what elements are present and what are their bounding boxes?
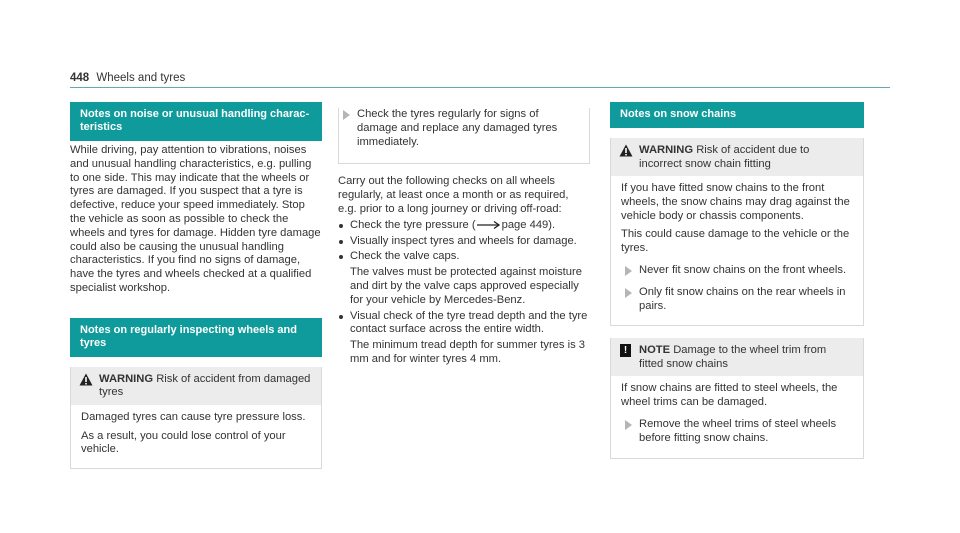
step-text: Never fit snow chains on the front wheels. (639, 263, 847, 276)
note-body (611, 376, 863, 457)
arrow-right-icon (476, 220, 502, 230)
step-arrow-icon (625, 420, 632, 430)
step-item (339, 108, 579, 149)
warning-title: Risk of accident due to incorrect snow chain fitting (639, 144, 810, 170)
step-item (621, 286, 853, 314)
bullet-icon (339, 240, 343, 244)
section-body-noise: While driving, pay attention to vibrations, noises and unusual handling characteristics, e.g. pulling to one side. This may indicate that the wheels or tyres are damaged. If you suspect that a tyre is defective, reduce your speed immediately. Stop the vehicle as soon as possible to check the wheels and tyres for damage. Hidden tyre damage could also be causing the unusual handling characteristics. If you find no signs of damage, have the tyres and wheels checked at a qualified specialist workshop. (70, 144, 321, 294)
list-item (338, 310, 590, 367)
step-box-check-tyres (338, 108, 590, 164)
warning-box-damaged-tyres (70, 367, 322, 469)
checks-list (338, 219, 590, 367)
column-right (610, 102, 864, 459)
step-item (621, 264, 853, 278)
list-item-text: Check the valve caps. (350, 250, 460, 263)
note-box-wheel-trim (610, 338, 864, 458)
header-divider (70, 87, 890, 88)
list-item-text-end: ). (548, 218, 556, 231)
list-item-text: Visual check of the tyre tread depth and the tyre contact surface across the entire width. (350, 309, 588, 336)
warning-paragraph: This could cause damage to the vehicle or the tyres. (621, 228, 850, 255)
step-text: Only fit snow chains on the rear wheels in pairs. (639, 285, 846, 312)
warning-body (611, 176, 863, 325)
warning-paragraph: If you have fitted snow chains to the front wheels, the snow chains may drag against the vehicle body or chassis components. (621, 182, 850, 222)
warning-triangle-icon (619, 144, 633, 157)
list-item (338, 219, 590, 233)
warning-paragraph: Damaged tyres can cause tyre pressure loss. (81, 410, 306, 423)
column-left (70, 102, 322, 469)
note-title: Damage to the wheel trim from fitted snow chains (639, 344, 827, 370)
section-title-inspect: Notes on regularly inspecting wheels and tyres (70, 318, 322, 357)
page-title: Wheels and tyres (96, 72, 186, 84)
warning-title: Risk of accident from damaged tyres (99, 372, 311, 399)
warning-label: WARNING (99, 372, 154, 385)
step-arrow-icon (625, 266, 632, 276)
page-header (70, 72, 185, 84)
list-item (338, 235, 590, 249)
note-paragraph: If snow chains are fitted to steel wheels, the wheel trims can be damaged. (621, 382, 838, 409)
step-text: Check the tyres regularly for signs of damage and replace any damaged tyres immediately. (357, 108, 558, 148)
checks-intro: Carry out the following checks on all wheels regularly, at least once a month or as required, e.g. prior to a long journey or driving off-road: (338, 175, 569, 215)
list-item-detail: The valves must be protected against moisture and dirt by the valve caps approved especially for your vehicle by Mercedes-Benz. (350, 266, 582, 306)
warning-header (611, 138, 863, 176)
bullet-icon (339, 224, 343, 228)
exclamation-icon: ! (620, 344, 631, 357)
list-item (338, 250, 590, 307)
step-arrow-icon (343, 110, 350, 120)
warning-triangle-icon (79, 373, 93, 386)
note-header (611, 338, 863, 376)
section-title-snow-chains: Notes on snow chains (610, 102, 864, 128)
bullet-icon (339, 255, 343, 259)
list-item-detail: The minimum tread depth for summer tyres is 3 mm and for winter tyres 4 mm. (350, 339, 586, 365)
warning-header (71, 367, 321, 405)
column-middle (338, 102, 590, 369)
note-label: NOTE (639, 344, 671, 357)
step-text: Remove the wheel trims of steel wheels before fitting snow chains. (639, 417, 837, 444)
step-arrow-icon (625, 288, 632, 298)
list-item-text: Check the tyre pressure ( (350, 218, 476, 231)
section-title-noise: Notes on noise or unusual handling charac-teristics (70, 102, 322, 141)
warning-label: WARNING (639, 144, 694, 156)
step-item (621, 418, 853, 446)
warning-body (71, 405, 321, 468)
warning-box-snow-chains (610, 138, 864, 326)
page-reference: page 449 (501, 218, 549, 231)
bullet-icon (339, 315, 343, 319)
list-item-text: Visually inspect tyres and wheels for damage. (350, 234, 577, 247)
page-reference-link[interactable] (476, 219, 549, 231)
page-number: 448 (70, 72, 90, 84)
warning-paragraph: As a result, you could lose control of your vehicle. (81, 429, 286, 456)
